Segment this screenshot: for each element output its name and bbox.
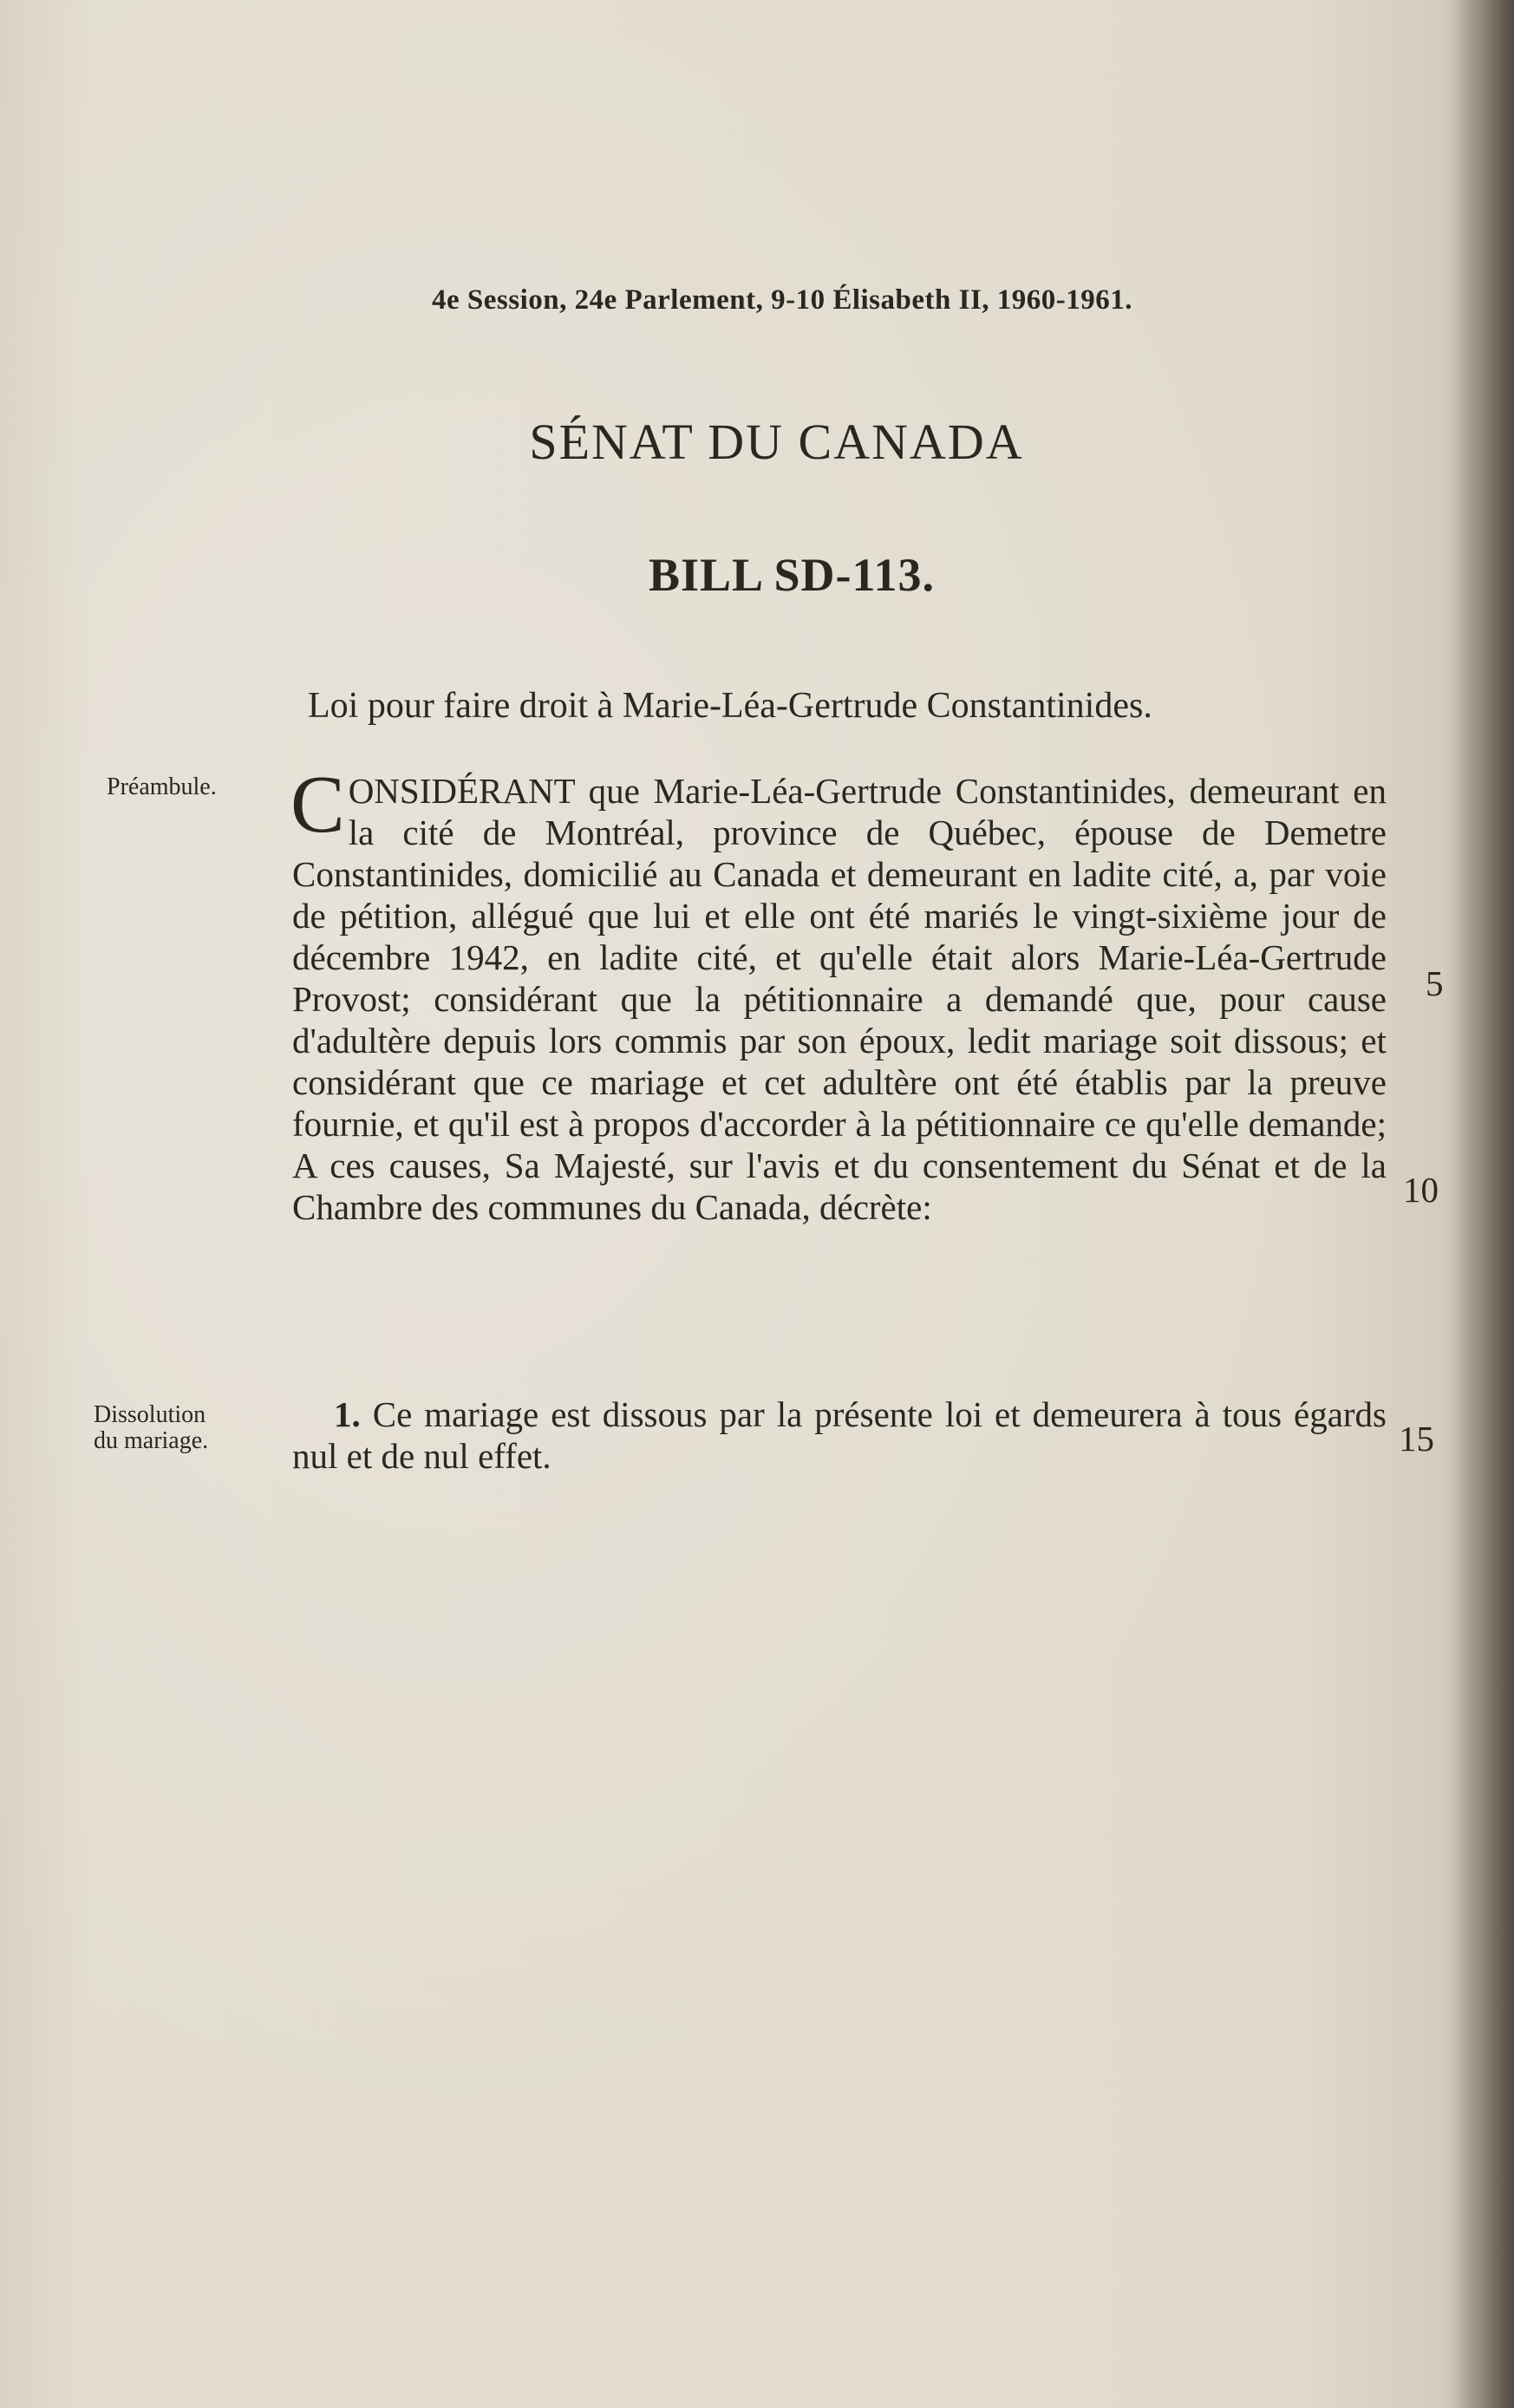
bill-title: BILL SD-113. — [648, 549, 936, 601]
session-header: 4e Session, 24e Parlement, 9-10 Élisabeth II, 1960-1961. — [432, 284, 1133, 316]
margin-note-preambule: Préambule. — [107, 773, 217, 800]
drop-cap: C — [290, 760, 345, 850]
preamble-text: ONSIDÉRANT que Marie-Léa-Gertrude Constantinides, demeurant en la cité de Montréal, province de Québec, épouse de Demetre Constantinides, domicilié au Canada et demeurant en ladite cité, a, par voie de pétition, allégué que lui et elle ont été mariés le vingt-sixième jour de décembre 1942, en ladite cité, et qu'elle était alors Marie-Léa-Gertrude Provost; considérant que la pétitionnaire a demandé que, pour cause d'adultère depuis lors commis par son époux, ledit mariage soit dissous; et considérant que ce mariage et cet adultère ont été établis par la preuve fournie, et qu'il est à propos d'accorder à la pétitionnaire ce qu'elle demande; A ces causes, Sa Majesté, sur l'avis et du consentement du Sénat et de la Chambre des communes du Canada, décrète: — [292, 771, 1387, 1227]
page-edge-shadow — [1445, 0, 1514, 2408]
bill-subtitle: Loi pour faire droit à Marie-Léa-Gertrude Constantinides. — [308, 686, 1152, 726]
line-number-15: 15 — [1399, 1419, 1434, 1459]
section-1-text: Ce mariage est dissous par la présente loi et demeurera à tous égards nul et de nul effet. — [292, 1394, 1387, 1476]
chamber-title: SÉNAT DU CANADA — [529, 414, 1024, 470]
margin-note-dissolution — [94, 1402, 208, 1454]
margin-note-dissolution-line2: du mariage. — [94, 1427, 209, 1454]
margin-note-dissolution-line1: Dissolution — [94, 1401, 206, 1428]
section-1-paragraph — [292, 1393, 1387, 1477]
section-number: 1. — [334, 1394, 361, 1434]
line-number-10: 10 — [1403, 1170, 1439, 1210]
preamble-paragraph — [290, 760, 1387, 1228]
line-number-5: 5 — [1426, 963, 1444, 1003]
